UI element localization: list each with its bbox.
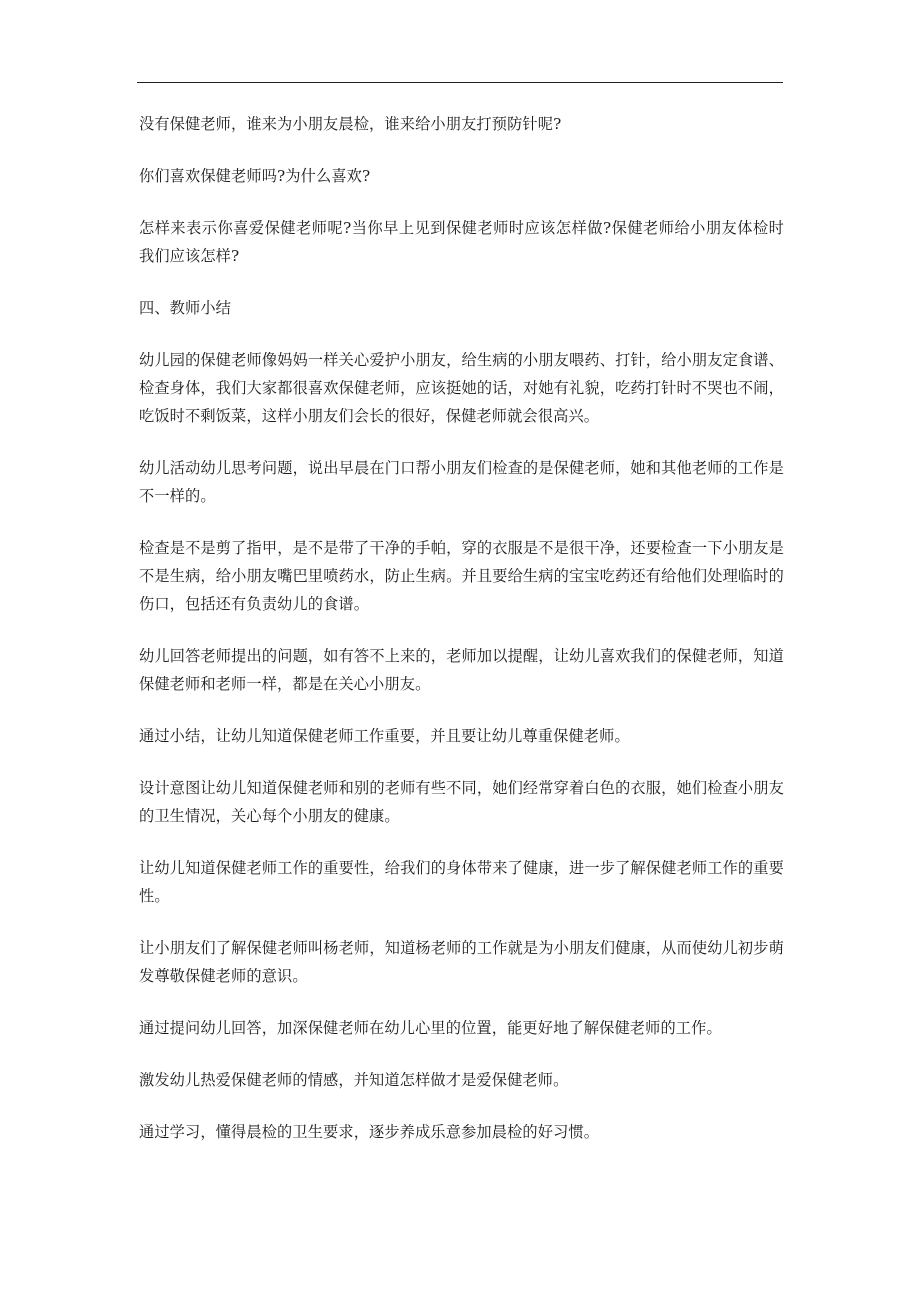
paragraph-13: 通过提问幼儿回答，加深保健老师在幼儿心里的位置，能更好地了解保健老师的工作。 xyxy=(139,1019,722,1037)
section-heading-teacher-summary: 四、教师小结 xyxy=(139,299,232,317)
paragraph-2: 你们喜欢保健老师吗?为什么喜欢? xyxy=(139,167,371,185)
document-body xyxy=(139,110,784,1170)
paragraph-9: 通过小结，让幼儿知道保健老师工作重要，并且要让幼儿尊重保健老师。 xyxy=(139,727,630,745)
paragraph-7: 检查是不是剪了指甲，是不是带了干净的手帕，穿的衣服是不是很干净，还要检查一下小朋友是不是生病，给小朋友嘴巴里喷药水，防止生病。并且要给生病的宝宝吃药还有给他们处理临时的伤口，包括还有负责幼儿的食谱。 xyxy=(139,539,784,613)
paragraph-15: 通过学习，懂得晨检的卫生要求，逐步养成乐意参加晨检的好习惯。 xyxy=(139,1123,600,1141)
paragraph-12: 让小朋友们了解保健老师叫杨老师，知道杨老师的工作就是为小朋友们健康，从而使幼儿初步萌发尊敬保健老师的意识。 xyxy=(139,939,784,985)
paragraph-6: 幼儿活动幼儿思考问题，说出早晨在门口帮小朋友们检查的是保健老师，她和其他老师的工作是不一样的。 xyxy=(139,459,784,505)
paragraph-14: 激发幼儿热爱保健老师的情感，并知道怎样做才是爱保健老师。 xyxy=(139,1071,569,1089)
paragraph-3: 怎样来表示你喜爱保健老师呢?当你早上见到保健老师时应该怎样做?保健老师给小朋友体检时我们应该怎样? xyxy=(139,219,784,265)
paragraph-5: 幼儿园的保健老师像妈妈一样关心爱护小朋友，给生病的小朋友喂药、打针，给小朋友定食谱、检查身体，我们大家都很喜欢保健老师，应该挺她的话，对她有礼貌，吃药打针时不哭也不闹，吃饭时不剩饭菜，这样小朋友们会长的很好，保健老师就会很高兴。 xyxy=(139,351,784,425)
paragraph-8: 幼儿回答老师提出的问题，如有答不上来的，老师加以提醒，让幼儿喜欢我们的保健老师，知道保健老师和老师一样，都是在关心小朋友。 xyxy=(139,647,784,693)
paragraph-10: 设计意图让幼儿知道保健老师和别的老师有些不同，她们经常穿着白色的衣服，她们检查小朋友的卫生情况，关心每个小朋友的健康。 xyxy=(139,779,784,825)
header-rule xyxy=(137,82,783,83)
paragraph-1: 没有保健老师，谁来为小朋友晨检，谁来给小朋友打预防针呢? xyxy=(139,115,562,133)
paragraph-11: 让幼儿知道保健老师工作的重要性，给我们的身体带来了健康，进一步了解保健老师工作的重要性。 xyxy=(139,859,784,905)
